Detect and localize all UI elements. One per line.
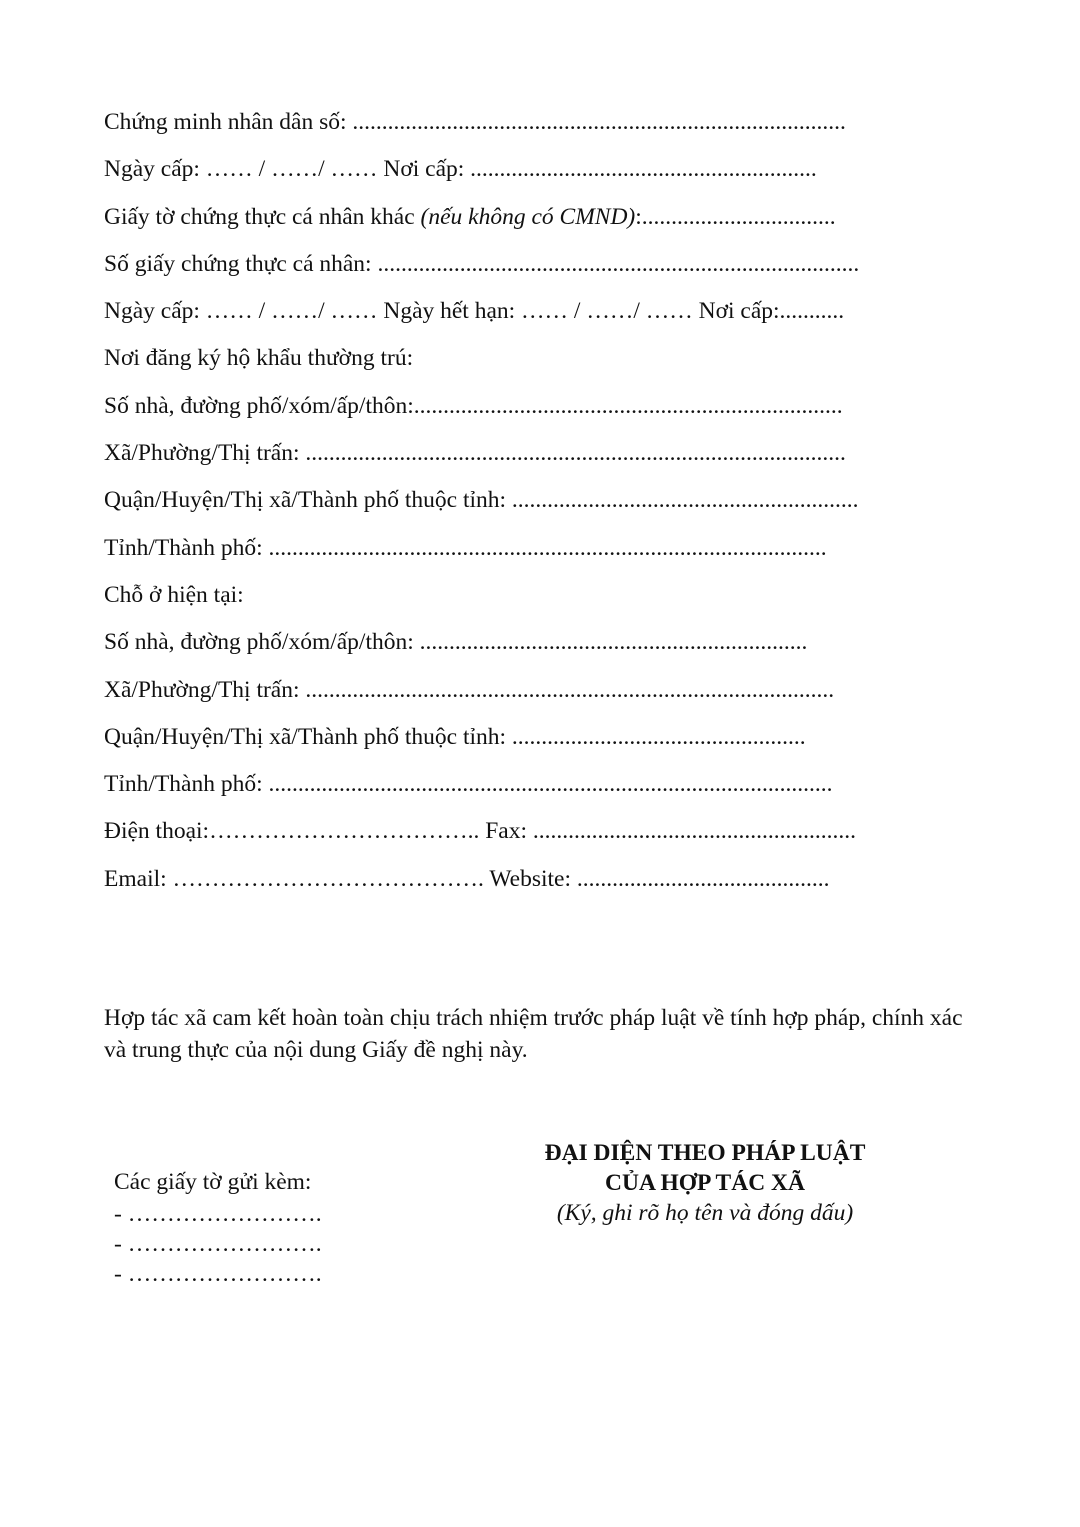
id-card-number-line: Chứng minh nhân dân số: .................................................................................... xyxy=(104,109,846,135)
personal-info-fields xyxy=(104,102,1004,906)
permanent-street-line: Số nhà, đường phố/xóm/ấp/thôn:......................................................................... xyxy=(104,392,843,419)
signature-title-line2: CỦA HỢP TÁC XÃ xyxy=(605,1170,805,1196)
permanent-province-line: Tỉnh/Thành phố: ............................................................................................... xyxy=(104,534,827,561)
phone-fax-line: Điện thoại:…………………………….. Fax: ....................................................... xyxy=(104,818,856,845)
id-card-issue-line: Ngày cấp: …… / ……/ …… Nơi cấp: ........................................................... xyxy=(104,156,817,183)
attachments-list xyxy=(114,1167,322,1289)
other-id-number-line: Số giấy chứng thực cá nhân: .................................................................................. xyxy=(104,250,860,277)
current-residence-heading: Chỗ ở hiện tại: xyxy=(104,581,244,608)
permanent-residence-heading: Nơi đăng ký hộ khẩu thường trú: xyxy=(104,345,414,372)
attachment-item: - ……………………. xyxy=(114,1261,322,1287)
permanent-district-line: Quận/Huyện/Thị xã/Thành phố thuộc tỉnh: ........................................................... xyxy=(104,487,859,514)
other-id-issue-line: Ngày cấp: …… / ……/ …… Ngày hết hạn: …… / ……/ …… Nơi cấp:........... xyxy=(104,298,845,325)
email-website-line: Email: …………………………………. Website: ........................................... xyxy=(104,865,830,892)
attachment-item: - ……………………. xyxy=(114,1231,322,1257)
commitment-statement: Hợp tác xã cam kết hoàn toàn chịu trách nhiệm trước pháp luật về tính hợp pháp, chính xác và trung thực của nội dung Giấy đề nghị này. xyxy=(104,1005,963,1063)
signature-title-line1: ĐẠI DIỆN THEO PHÁP LUẬT xyxy=(544,1140,866,1166)
permanent-ward-line: Xã/Phường/Thị trấn: ............................................................................................ xyxy=(104,440,846,467)
attachments-title: Các giấy tờ gửi kèm: xyxy=(114,1169,312,1195)
other-id-document-line: Giấy tờ chứng thực cá nhân khác (nếu không có CMND):................................. xyxy=(104,203,836,230)
current-district-line: Quận/Huyện/Thị xã/Thành phố thuộc tỉnh: .................................................. xyxy=(104,723,806,750)
attachment-item: - ……………………. xyxy=(114,1201,322,1227)
signature-block xyxy=(510,1138,900,1228)
signature-instruction: (Ký, ghi rõ họ tên và đóng dấu) xyxy=(556,1200,854,1226)
current-province-line: Tỉnh/Thành phố: ................................................................................................ xyxy=(104,771,833,798)
current-ward-line: Xã/Phường/Thị trấn: .......................................................................................... xyxy=(104,676,835,703)
current-street-line: Số nhà, đường phố/xóm/ấp/thôn: .................................................................. xyxy=(104,629,808,656)
